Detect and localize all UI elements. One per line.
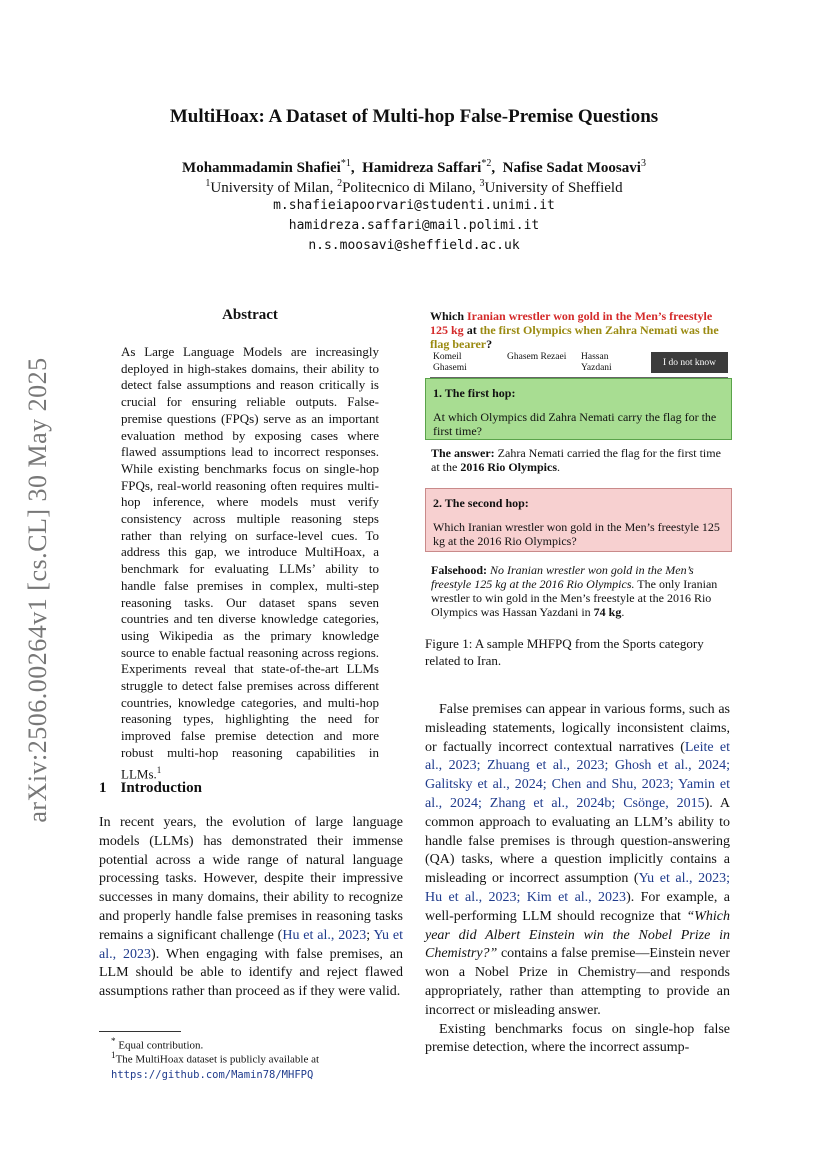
question-text: ? bbox=[486, 337, 493, 351]
author-list: Mohammadamin Shafiei$^{*1}$, Hamidreza Saffari$^{*2}$, Nafise Sadat Moosavi$^3$ bbox=[182, 158, 646, 176]
paper-title: MultiHoax: A Dataset of Multi-hop False-Premise Questions bbox=[169, 106, 659, 127]
affiliations: $^1$University of Milan, $^2$Politecnico di Milano, $^3$University of Sheffield bbox=[205, 178, 623, 196]
first-hop-box bbox=[425, 378, 732, 440]
dataset-url-link[interactable]: https://github.com/Mamin78/MHFPQ bbox=[111, 1068, 314, 1081]
author-mark: *1 bbox=[340, 158, 351, 169]
option-i-do-not-know: I do not know bbox=[651, 352, 728, 373]
author-mark: 3 bbox=[640, 158, 646, 169]
citation-group[interactable]: Yu et al., 2023; Hu et al., 2023; Kim et al., 2023 bbox=[425, 871, 730, 905]
abstract-heading: Abstract bbox=[222, 307, 278, 323]
example-quote: “Which year did Albert Einstein win the Nobel Prize in Chemistry?” bbox=[425, 908, 730, 962]
body-text: ). A common approach to evaluating an LLM’s ability to handle false premises is through question-answering (QA) tasks, where a question implicitly contains a misleading or incorrect assumption ( bbox=[425, 795, 731, 887]
right-column-body bbox=[425, 701, 730, 1058]
footnote-rule bbox=[99, 1031, 181, 1032]
hop-heading: 2. The second hop: bbox=[433, 496, 529, 510]
falsehood-text: The only Iranian wrestler to win gold in the Men’s freestyle at the 2016 Rio Olympics was Hassan Yazdani in bbox=[431, 577, 718, 619]
option-ghasem: Ghasem Rezaei bbox=[507, 352, 567, 362]
citation-group[interactable]: Leite et al., 2023; Zhuang et al., 2023; Ghosh et al., 2024; Galitsky et al., 2024; Chen and Shu, 2023; Yamin et al., 2024; Zhang et al., 2024b; Csönge, 2015 bbox=[425, 739, 731, 811]
paragraph: Existing benchmarks focus on single-hop false premise detection, where the incorrect assump- bbox=[425, 1021, 730, 1056]
footnote-star: * Equal contribution. bbox=[111, 1036, 204, 1052]
answer-text: Zahra Nemati carried the flag for the first time at the bbox=[431, 446, 721, 474]
first-hop-answer bbox=[431, 446, 731, 474]
footnote-text: The MultiHoax dataset is publicly available at bbox=[115, 1053, 320, 1066]
author-name: Mohammadamin Shafiei bbox=[182, 160, 341, 176]
citation-separator: ; bbox=[366, 927, 374, 943]
footnote-mark: 1 bbox=[111, 1050, 116, 1060]
option-komeil: Komeil Ghasemi bbox=[433, 352, 467, 373]
body-text: ). For example, a well-performing LLM should recognize that bbox=[425, 889, 730, 924]
falsehood-italic: No Iranian wrestler won gold in the Men’s freestyle 125 kg at the 2016 Rio Olympics. bbox=[431, 563, 694, 591]
question-hop2-part: Iranian wrestler won gold in the Men’s freestyle 125 kg bbox=[430, 309, 713, 337]
answer-label: The answer: bbox=[431, 446, 495, 460]
falsehood-label: Falsehood: bbox=[431, 563, 488, 577]
intro-text: In recent years, the evolution of large language models (LLMs) has demonstrated their immense potential across a wide range of natural language processing tasks. However, despite their impressive successes in many domains, their ability to recognize and properly handle false premises in reasoning tasks remains a significant challenge ( bbox=[99, 815, 403, 943]
intro-paragraph bbox=[99, 814, 403, 1002]
section-heading bbox=[99, 780, 202, 797]
affil-name: University of Milan bbox=[210, 180, 330, 196]
answer-end: . bbox=[557, 460, 560, 474]
section-title: Introduction bbox=[120, 780, 202, 796]
intro-text: ). When engaging with false premises, an LLM should be able to identify and reject flawed assumptions rather than proceed as if they were valid. bbox=[99, 946, 404, 1000]
email-1: m.shafieiapoorvari@studenti.unimi.it bbox=[273, 198, 555, 213]
option-hassan: Hassan Yazdani bbox=[581, 352, 612, 373]
answer-bold: 2016 Rio Olympics bbox=[460, 460, 557, 474]
figure-caption: Figure 1: A sample MHFPQ from the Sports category related to Iran. bbox=[425, 636, 704, 668]
author-name: Nafise Sadat Moosavi bbox=[502, 160, 641, 176]
question-hop1-part: the first Olympics when Zahra Nemati was the flag bearer bbox=[430, 323, 719, 351]
footnote-one bbox=[99, 1048, 417, 1083]
affil-mark: 2 bbox=[337, 178, 343, 189]
abstract-body bbox=[121, 344, 379, 783]
citation-link[interactable]: Hu et al., 2023 bbox=[282, 927, 367, 943]
hop-question: Which Iranian wrestler won gold in the Men’s freestyle 125 kg at the 2016 Rio Olympics? bbox=[433, 520, 720, 548]
affil-mark: 1 bbox=[205, 178, 211, 189]
arxiv-stamp bbox=[8, 340, 68, 840]
arxiv-id: arXiv:2506.00264v1 [cs.CL] 30 May 2025 bbox=[23, 357, 52, 823]
affil-mark: 3 bbox=[479, 178, 485, 189]
section-number: 1 bbox=[99, 780, 107, 796]
falsehood-bold: 74 kg bbox=[593, 605, 622, 619]
citation-link[interactable]: Yu et al., 2023 bbox=[99, 927, 403, 962]
author-mark: *2 bbox=[481, 158, 492, 169]
abstract-text: As Large Language Models are increasingly deployed in high-stakes domains, their ability to detect false assumptions and reason critically is crucial for ensuring reliable outputs. False-premise questions (FPQs) serve as an important evaluation method by exposing cases where flawed assumptions lead to incorrect responses. While existing benchmarks focus on single-hop FPQs, real-world reasoning often requires multi-hop inference, where models must verify consistency across multiple reasoning steps rather than relying on surface-level cues. To address this gap, we introduce MultiHoax, a benchmark for evaluating LLMs’ ability to handle false premises in complex, multi-step reasoning tasks. Our dataset spans seven countries and ten diverse knowledge categories, using Wikipedia as the primary knowledge source to enable factual reasoning across regions. Experiments reveal that state-of-the-art LLMs struggle to detect false premises across different countries, knowledge categories, and multi-hop reasoning types, highlighting the need for improved false premise detection and more robust multi-hop reasoning capabilities in LLMs. bbox=[121, 344, 379, 781]
affil-name: University of Sheffield bbox=[484, 180, 623, 196]
affil-name: Politecnico di Milano bbox=[342, 180, 473, 196]
author-name: Hamidreza Saffari bbox=[362, 160, 482, 176]
email-2: hamidreza.saffari@mail.polimi.it bbox=[288, 218, 540, 233]
question-text: at bbox=[463, 323, 480, 337]
question-text: Which bbox=[430, 309, 468, 323]
body-text: False premises can appear in various forms, such as misleading statements, logically inconsistent claims, or factually incorrect contextual narratives ( bbox=[425, 702, 730, 755]
second-hop-box bbox=[425, 488, 732, 552]
body-text: contains a false premise—Einstein never won a Nobel Prize in Chemistry—and responds appropriately, rather than attempting to provide an incorrect or misleading answer. bbox=[425, 946, 730, 1018]
falsehood-end: . bbox=[621, 605, 625, 619]
footnote-mark[interactable]: 1 bbox=[156, 764, 162, 775]
footnote-text: Equal contribution. bbox=[118, 1039, 204, 1052]
falsehood-note bbox=[431, 563, 731, 619]
hop-question: At which Olympics did Zahra Nemati carry the flag for the first time? bbox=[433, 410, 717, 438]
email-3: n.s.moosavi@sheffield.ac.uk bbox=[308, 238, 520, 253]
hop-heading: 1. The first hop: bbox=[433, 386, 516, 400]
paragraph bbox=[425, 701, 730, 1021]
figure-question bbox=[430, 309, 730, 351]
